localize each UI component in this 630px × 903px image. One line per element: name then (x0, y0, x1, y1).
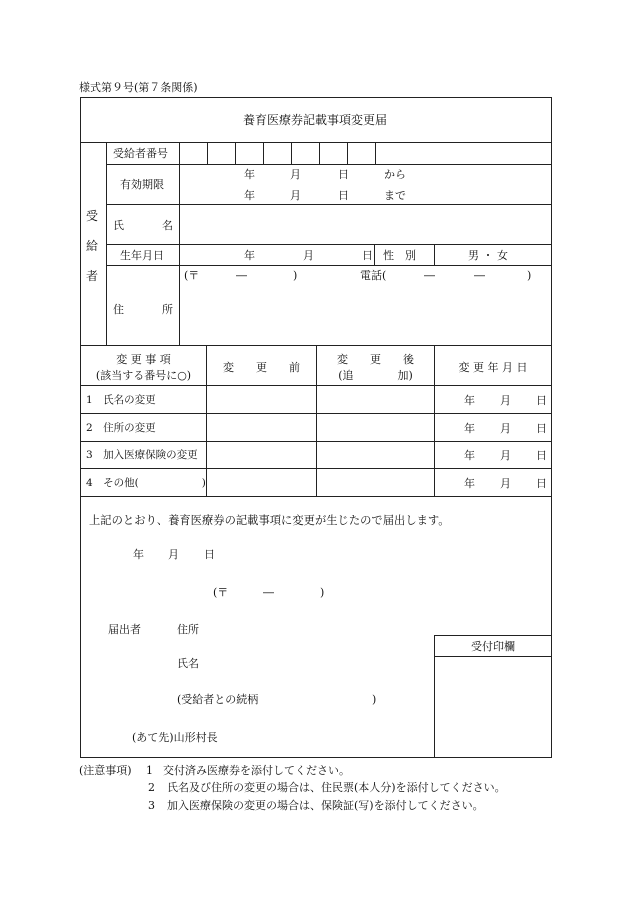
note-text: 交付済み医療券を添付してください。 (163, 764, 350, 777)
header-after-line1: 変 更 後 (337, 353, 414, 366)
phone-dash-1: ― (424, 269, 435, 282)
submitter-address-label: 住所 (177, 623, 199, 636)
phone-label: 電話( (360, 269, 387, 282)
declaration-month: 月 (168, 548, 179, 561)
submitter-label: 届出者 (108, 623, 141, 636)
name-label-2: 名 (162, 219, 173, 232)
name-label-1: 氏 (113, 219, 124, 232)
note-text: 氏名及び住所の変更の場合は、住民票(本人分)を添付してください。 (167, 781, 506, 794)
row4-day: 日 (536, 477, 547, 490)
submitter-name-label: 氏名 (177, 657, 199, 670)
note-number: 2 (148, 781, 155, 794)
declaration-postal-open: (〒 (213, 586, 229, 599)
note-text: 加入医療保険の変更の場合は、保険証(写)を添付してください。 (167, 799, 484, 812)
period-from-year: 年 (244, 168, 255, 181)
change-row-label: 1 氏名の変更 (86, 394, 156, 406)
recipient-side-label-1: 受 (86, 209, 99, 223)
row1-day: 日 (536, 394, 547, 407)
period-to-year: 年 (244, 189, 255, 202)
row4-year: 年 (464, 477, 475, 490)
header-item-line2: (該当する番号に○) (95, 369, 192, 382)
relation-open: (受給者との続柄 (177, 693, 259, 706)
row3-day: 日 (536, 449, 547, 462)
stamp-label: 受付印欄 (471, 640, 515, 653)
address-field[interactable] (180, 285, 551, 344)
header-date: 変 更 年 月 日 (458, 361, 528, 374)
period-to-suffix: まで (384, 189, 406, 202)
note-number: 1 (146, 764, 153, 777)
form-number: 様式第９号(第７条関係) (79, 81, 198, 94)
change-before-cell[interactable] (207, 386, 316, 496)
declaration-day: 日 (204, 548, 215, 561)
recipient-side-label-3: 者 (86, 269, 99, 283)
declaration-statement: 上記のとおり、養育医療券の記載事項に変更が生じたので届出します。 (89, 514, 450, 527)
row3-month: 月 (500, 449, 511, 462)
declaration-year: 年 (133, 548, 144, 561)
declaration-postal-dash: ― (263, 586, 274, 599)
birthdate-year: 年 (244, 249, 255, 262)
change-row-label: 2 住所の変更 (86, 422, 156, 434)
birthdate-label: 生年月日 (120, 249, 164, 262)
change-after-cell[interactable] (317, 386, 434, 496)
birthdate-day: 日 (362, 249, 373, 262)
row1-year: 年 (464, 394, 475, 407)
sex-options[interactable]: 男 ・ 女 (468, 249, 508, 262)
recipient-side-label-2: 給 (86, 239, 99, 253)
row2-day: 日 (536, 422, 547, 435)
birthdate-month: 月 (303, 249, 314, 262)
header-after-line2: (追 加) (338, 369, 413, 382)
form-title: 養育医療券記載事項変更届 (242, 113, 387, 127)
header-item-line1: 変 更 事 項 (116, 353, 171, 366)
row3-year: 年 (464, 449, 475, 462)
address-postal-close: ) (293, 269, 298, 282)
row2-month: 月 (500, 422, 511, 435)
notes-heading: (注意事項) (79, 764, 132, 777)
period-to-month: 月 (290, 189, 301, 202)
period-from-suffix: から (384, 168, 406, 181)
address-postal-dash: ― (236, 269, 247, 282)
address-label-1: 住 (113, 303, 124, 316)
phone-close: ) (527, 269, 532, 282)
address-label-2: 所 (162, 303, 173, 316)
sex-label: 性 別 (383, 249, 416, 262)
period-from-month: 月 (290, 168, 301, 181)
recipient-number-boxes[interactable] (180, 143, 551, 164)
period-from-day: 日 (338, 168, 349, 181)
period-to-day: 日 (338, 189, 349, 202)
recipient-number-label: 受給者番号 (113, 147, 168, 160)
addressee: (あて先)山形村長 (132, 731, 218, 744)
name-field[interactable] (180, 205, 551, 244)
relation-close: ) (372, 693, 377, 706)
stamp-area[interactable] (435, 657, 551, 757)
header-before: 変 更 前 (223, 361, 300, 374)
row1-month: 月 (500, 394, 511, 407)
address-postal-open: (〒 (184, 269, 200, 282)
change-row-label: 3 加入医療保険の変更 (86, 449, 198, 461)
note-number: 3 (148, 799, 155, 812)
row2-year: 年 (464, 422, 475, 435)
change-row-label: 4 その他( ) (86, 477, 206, 489)
row4-month: 月 (500, 477, 511, 490)
valid-period-label: 有効期限 (120, 178, 164, 191)
declaration-postal-close: ) (320, 586, 325, 599)
phone-dash-2: ― (474, 269, 485, 282)
